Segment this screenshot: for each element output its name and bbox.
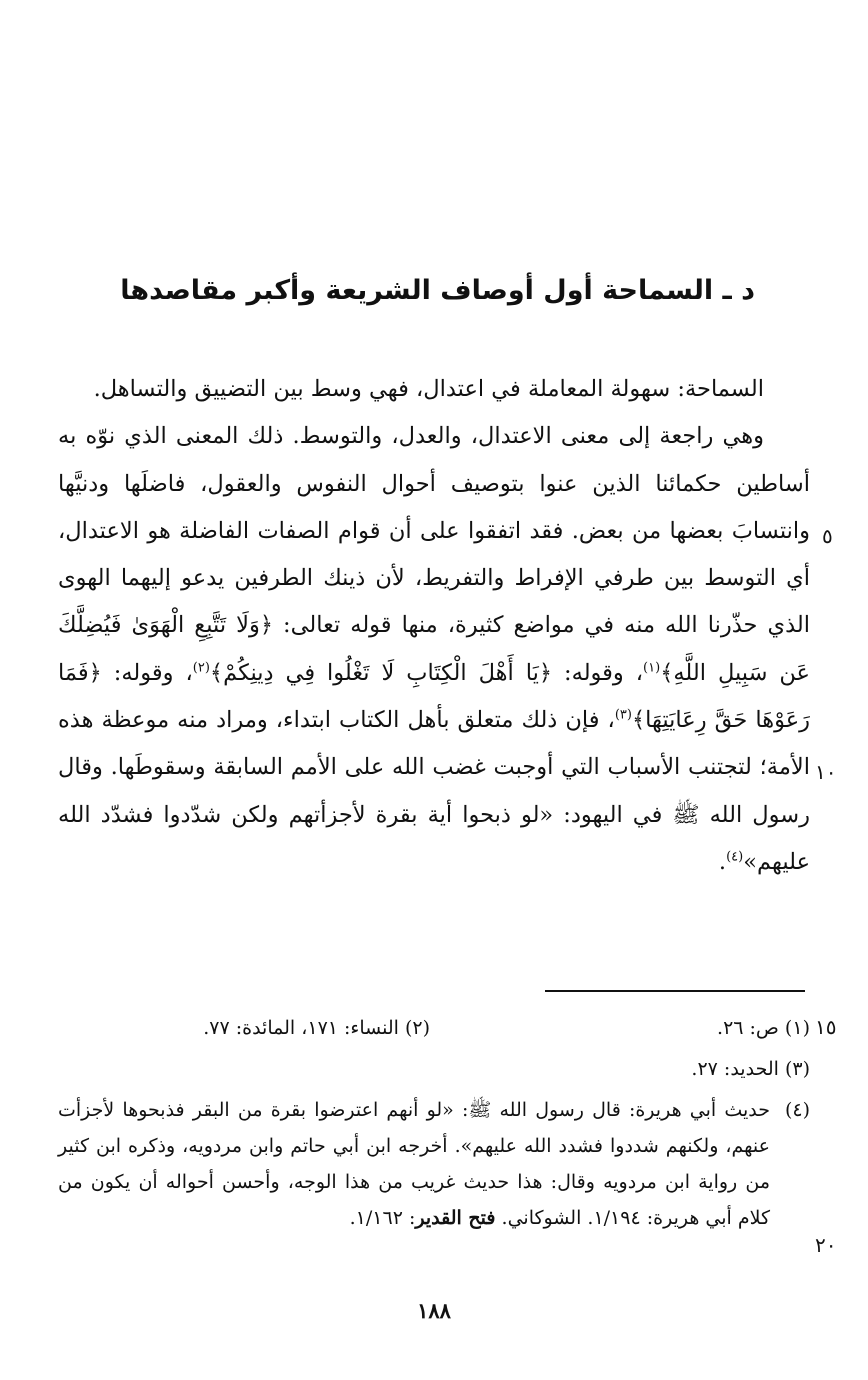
footnote-ref-3[interactable]: (٣) — [614, 707, 632, 723]
body-text — [58, 366, 810, 886]
paragraph-text: ، فإن ذلك متعلق بأهل الكتاب ابتداء، ومراد منه موعظة هذه الأمة؛ لتجتنب الأسباب التي أوجبت غضب الله على الأمم السابقة وسقوطَها. وقال رسول الله ﷺ في اليهود: «لو ذبحوا أية بقرة لأجزأتهم ولكن شدّدوا فشدّد الله عليهم» — [58, 707, 810, 875]
footnote-row-1-2 — [58, 1010, 810, 1046]
page-number: ١٨٨ — [417, 1298, 451, 1323]
footnote-4-ref: : ١/١٦٢. — [349, 1207, 416, 1229]
footnote-4-body: حديث أبي هريرة: قال رسول الله ﷺ: «لو أنهم اعترضوا بقرة من البقر فذبحوها لأجزأت عنهم، ولكنهم شددوا فشدد الله عليهم». أخرجه ابن أبي حاتم وابن مردويه، وذكره ابن كثير من رواية ابن مردويه وقال: هذا حديث غريب من هذا الوجه، وأحسن أحواله أن يكون من كلام أبي هريرة: ١/١٩٤. الشوكاني. — [58, 1099, 770, 1229]
paragraph-text: وهي راجعة إلى معنى الاعتدال، والعدل، والتوسط. ذلك المعنى الذي نوّه به أساطين حكمائنا الذين عنوا بتوصيف أحوال النفوس والعقول، فاضلَها ودنيَّها وانتسابَ بعضها من بعض. فقد اتفقوا على أن قوام الصفات الفاضلة هو الاعتدال، أي التوسط بين طرفي الإفراط والتفريط، لأن ذينك الطرفين يدعو إليهما الهوى الذي حذّرنا الله منه في مواضع كثيرة، منها قوله تعالى: ﴿وَلَا تَتَّبِعِ الْهَوَىٰ فَيُضِلَّكَ عَن سَبِيلِ اللَّهِ﴾ — [58, 423, 810, 686]
line-number-10: ١٠ — [815, 760, 837, 784]
footnote-1: (١) ص: ٢٦. — [717, 1017, 810, 1039]
line-number-5: ٥ — [822, 524, 833, 548]
footnote-4 — [58, 1092, 810, 1236]
footnote-4-number: (٤) — [784, 1099, 810, 1121]
footnote-separator — [545, 990, 805, 992]
footnote-2: (٢) النساء: ١٧١، المائدة: ٧٧. — [203, 1017, 430, 1039]
section-heading: د ـ السماحة أول أوصاف الشريعة وأكبر مقاصدها — [120, 275, 755, 306]
footnote-ref-2[interactable]: (٢) — [192, 660, 210, 676]
footnote-4-book-title: فتح القدير — [415, 1207, 496, 1229]
footnote-3: (٣) الحديد: ٢٧. — [691, 1058, 810, 1080]
paragraph-text: ، وقوله: ﴿فَمَا رَعَوْهَا حَقَّ رِعَايَتِهَا﴾ — [58, 659, 810, 734]
paragraph-text: . — [718, 848, 727, 875]
footnote-ref-4[interactable]: (٤) — [726, 849, 744, 865]
footnote-4-text — [58, 1092, 810, 1236]
line-number-15: ١٥ — [815, 1015, 837, 1039]
line-number-20: ٢٠ — [815, 1233, 837, 1257]
paragraph-moderation — [58, 413, 810, 886]
paragraph-text: ، وقوله: ﴿يَا أَهْلَ الْكِتَابِ لَا تَغْلُوا فِي دِينِكُمْ﴾ — [209, 659, 644, 686]
paragraph-definition: السماحة: سهولة المعاملة في اعتدال، فهي وسط بين التضييق والتساهل. — [93, 376, 764, 402]
footnote-ref-1[interactable]: (١) — [643, 660, 661, 676]
